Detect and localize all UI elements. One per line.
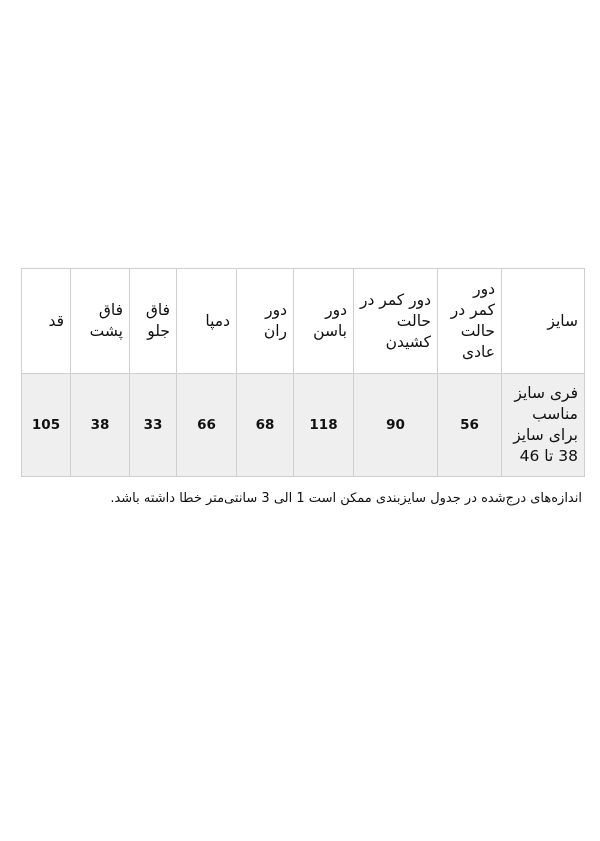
cell-thigh: 68 [237, 374, 294, 477]
cell-size: فری سایز مناسب برای سایز 38 تا 46 [502, 374, 585, 477]
table-header-row [22, 269, 585, 374]
header-back-rise: فاق پشت [71, 269, 130, 374]
measurement-note: اندازه‌های درج‌شده در جدول سایزبندی ممکن است 1 الی 3 سانتی‌متر خطا داشته باشد. [110, 491, 582, 506]
size-chart-table [21, 268, 585, 477]
cell-front-rise: 33 [130, 374, 177, 477]
cell-hip: 118 [294, 374, 354, 477]
cell-waist-stretched: 90 [354, 374, 438, 477]
header-waist-normal: دور کمر در حالت عادی [438, 269, 502, 374]
header-thigh: دور ران [237, 269, 294, 374]
header-waist-stretched: دور کمر در حالت کشیدن [354, 269, 438, 374]
header-hip: دور باسن [294, 269, 354, 374]
header-size: سایز [502, 269, 585, 374]
cell-hem: 66 [177, 374, 237, 477]
header-front-rise: فاق جلو [130, 269, 177, 374]
cell-waist-normal: 56 [438, 374, 502, 477]
table-row [22, 374, 585, 477]
cell-back-rise: 38 [71, 374, 130, 477]
cell-length: 105 [22, 374, 71, 477]
header-hem: دمپا [177, 269, 237, 374]
header-length: قد [22, 269, 71, 374]
